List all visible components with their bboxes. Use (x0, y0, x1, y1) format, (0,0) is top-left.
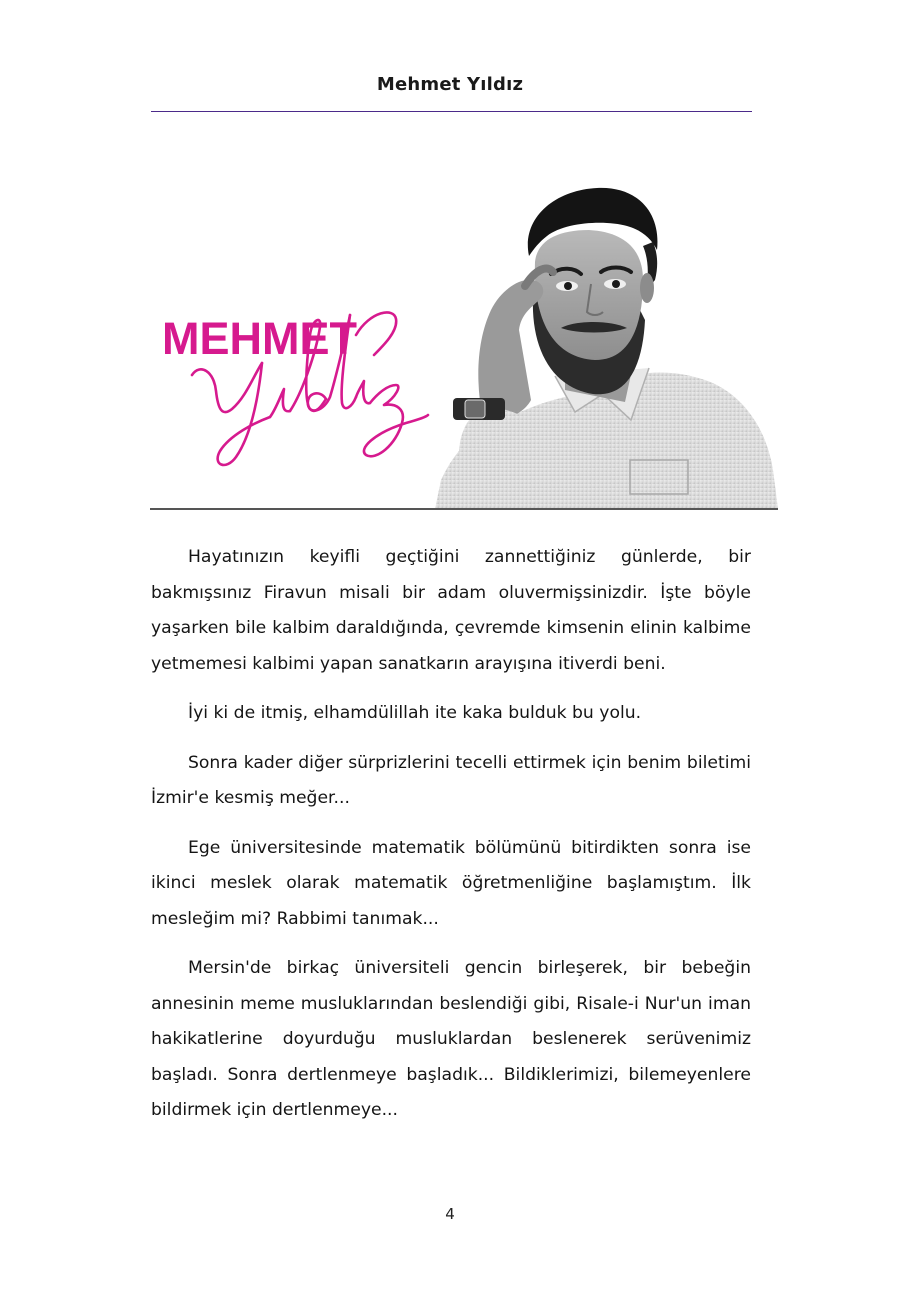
header-rule (151, 111, 752, 112)
paragraph: Sonra kader diğer sürprizlerini tecelli ettirmek için benim biletimi İzmir'e kesmiş meğer... (151, 752, 751, 808)
paragraph: Hayatınızın keyifli geçtiğini zannettiğiniz günlerde, bir bakmışsınız Firavun misali bir adam oluvermişsinizdir. İşte böyle yaşarken bile kalbim daraldığında, çevremde kimsenin elinin kalbime yetmemesi kalbimi yapan sanatkarın arayışına itiverdi beni. (151, 547, 751, 674)
brand-name-wordmark: MEHMET (162, 313, 357, 364)
hero-banner (150, 180, 778, 514)
body-text (151, 540, 751, 1143)
page-number: 4 (445, 1205, 455, 1223)
paragraph: Mersin'de birkaç üniversiteli gencin birleşerek, bir bebeğin annesinin meme musluklarından beslendiği gibi, Risale-i Nur'un iman hakikatlerine doyurduğu musluklardan beslenerek serüvenimiz başladı. Sonra dertlenmeye başladık... Bildiklerimizi, bilemeyenlere bildirmek için dertlenmeye... (151, 958, 751, 1120)
hero-bottom-rule (150, 508, 778, 510)
paragraph: İyi ki de itmiş, elhamdülillah ite kaka bulduk bu yolu. (188, 703, 642, 723)
paragraph: Ege üniversitesinde matematik bölümünü bitirdikten sonra ise ikinci meslek olarak matematik öğretmenliğine başlamıştım. İlk mesleğim mi? Rabbimi tanımak... (151, 837, 751, 929)
portrait-image (435, 180, 778, 509)
running-header-title: Mehmet Yıldız (376, 74, 524, 95)
